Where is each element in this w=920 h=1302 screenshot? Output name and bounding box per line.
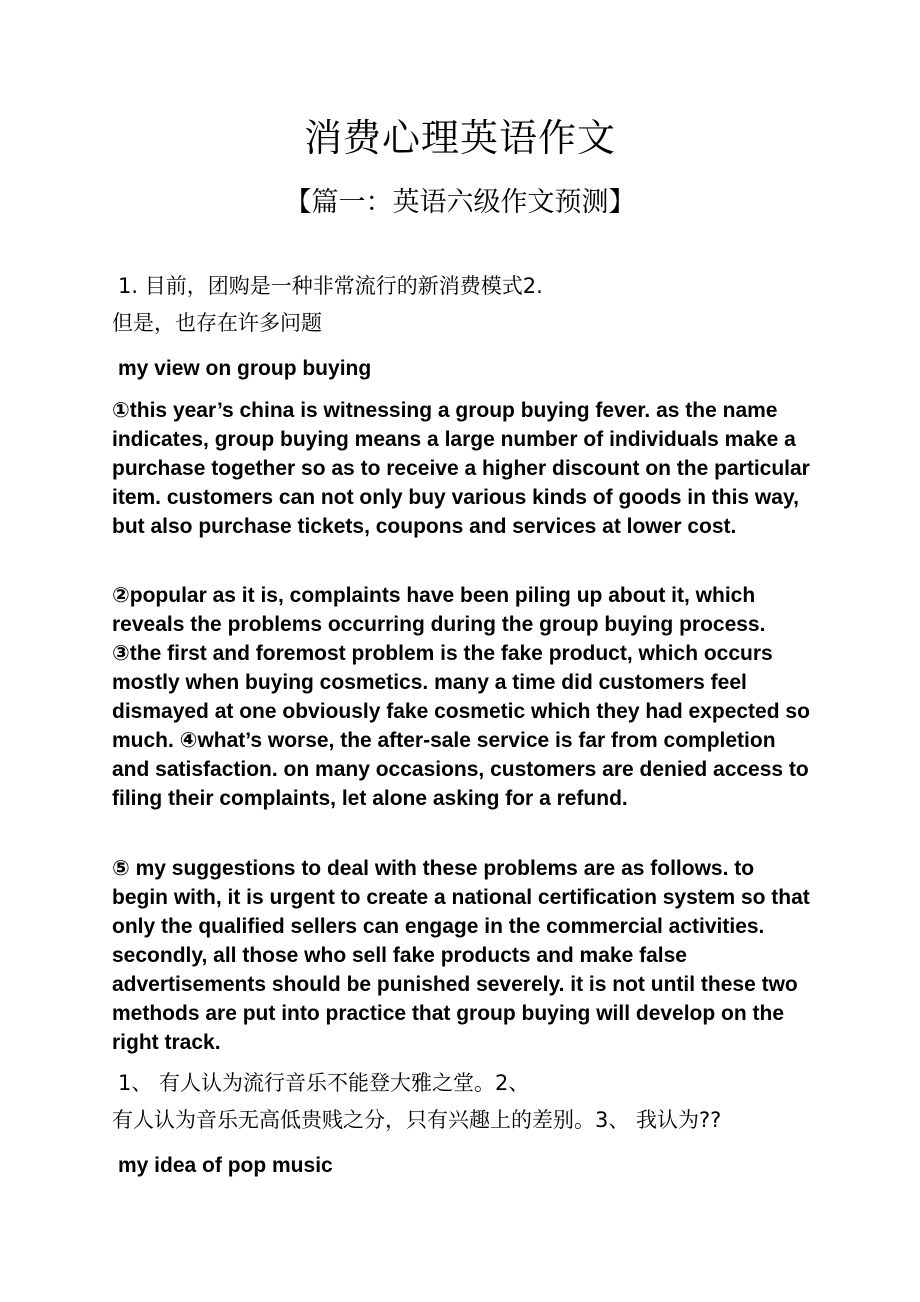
document-title: 消费心理英语作文 — [303, 116, 616, 160]
outline-1-line-2: 但是，也存在许多问题 — [112, 311, 322, 335]
essay-1-heading: my view on group buying — [118, 357, 372, 380]
outline-1 — [112, 272, 812, 338]
outline-2 — [112, 1069, 812, 1135]
essay-1-paragraph-1: ①this year’s china is witnessing a group buying fever. as the name indicates, group buying means a large number of individuals make a purchase together so as to receive a higher discount on the particular item. customers can not only buy various kinds of goods in this way, but also purchase tickets, coupons and services at lower cost. — [112, 399, 810, 538]
document-subtitle: 【篇一：英语六级作文预测】 — [284, 187, 636, 218]
outline-2-line-2: 有人认为音乐无高低贵贱之分，只有兴趣上的差别。3、 我认为?? — [112, 1108, 722, 1132]
essay-1-paragraph-2: ②popular as it is, complaints have been piling up about it, which reveals the problems occurring during the group buying process. ③the first and foremost problem is the fake product, which occurs mostly when buying cosmetics. many a time did customers feel dismayed at one obviously fake cosmetic which they had expected so much. ④what’s worse, the after-sale service is far from completion and satisfaction. on many occasions, customers are denied access to filing their complaints, let alone asking for a refund. — [112, 584, 810, 810]
essay-2-heading: my idea of pop music — [118, 1154, 333, 1177]
outline-1-line-1: 1. 目前，团购是一种非常流行的新消费模式2. — [118, 274, 543, 298]
essay-1-paragraph-3: ⑤ my suggestions to deal with these problems are as follows. to begin with, it is urgent to create a national certification system so that only the qualified sellers can engage in the commercial activities. secondly, all those who sell fake products and make false advertisements should be punished severely. it is not until these two methods are put into practice that group buying will develop on the right track. — [112, 857, 810, 1054]
outline-2-line-1: 1、 有人认为流行音乐不能登大雅之堂。2、 — [118, 1071, 530, 1095]
